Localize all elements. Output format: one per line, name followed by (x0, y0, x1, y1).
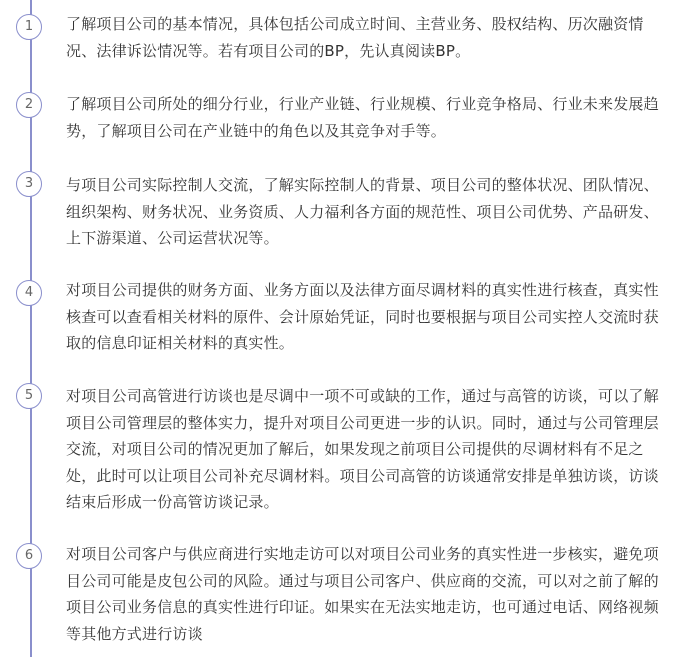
step-text: 与项目公司实际控制人交流，了解实际控制人的背景、项目公司的整体状况、团队情况、组织架构、财务状况、业务资质、人力福利各方面的规范性、项目公司优势、产品研发、上下游渠道、公司运营状况等。 (66, 176, 659, 247)
step-text: 对项目公司提供的财务方面、业务方面以及法律方面尽调材料的真实性进行核查，真实性核查可以查看相关材料的原件、会计原始凭证，同时也要根据与项目公司实控人交流时获取的信息印证相关材料的真实性。 (66, 281, 659, 352)
step-text: 了解项目公司的基本情况，具体包括公司成立时间、主营业务、股权结构、历次融资情况、法律诉讼情况等。若有项目公司的BP，先认真阅读BP。 (66, 15, 644, 60)
step-number-badge: 6 (16, 543, 42, 569)
step-number-badge: 4 (16, 280, 42, 306)
step-number-badge: 1 (16, 14, 42, 40)
step-number-badge: 3 (16, 171, 42, 197)
step-number-badge: 5 (16, 383, 42, 409)
step-text: 对项目公司高管进行访谈也是尽调中一项不可或缺的工作，通过与高管的访谈，可以了解项目公司管理层的整体实力，提升对项目公司更进一步的认识。同时，通过与公司管理层交流，对项目公司的情况更加了解后，如果发现之前项目公司提供的尽调材料有不足之处，此时可以让项目公司补充尽调材料。项目公司高管的访谈通常安排是单独访谈，访谈结束后形成一份高管访谈记录。 (66, 387, 659, 511)
step-number-badge: 2 (16, 92, 42, 118)
step-text: 了解项目公司所处的细分行业，行业产业链、行业规模、行业竞争格局、行业未来发展趋势，了解项目公司在产业链中的角色以及其竞争对手等。 (66, 95, 659, 140)
step-text: 对项目公司客户与供应商进行实地走访可以对项目公司业务的真实性进一步核实，避免项目公司可能是皮包公司的风险。通过与项目公司客户、供应商的交流，可以对之前了解的项目公司业务信息的真实性进行印证。如果实在无法实地走访，也可通过电话、网络视频等其他方式进行访谈 (66, 545, 659, 643)
